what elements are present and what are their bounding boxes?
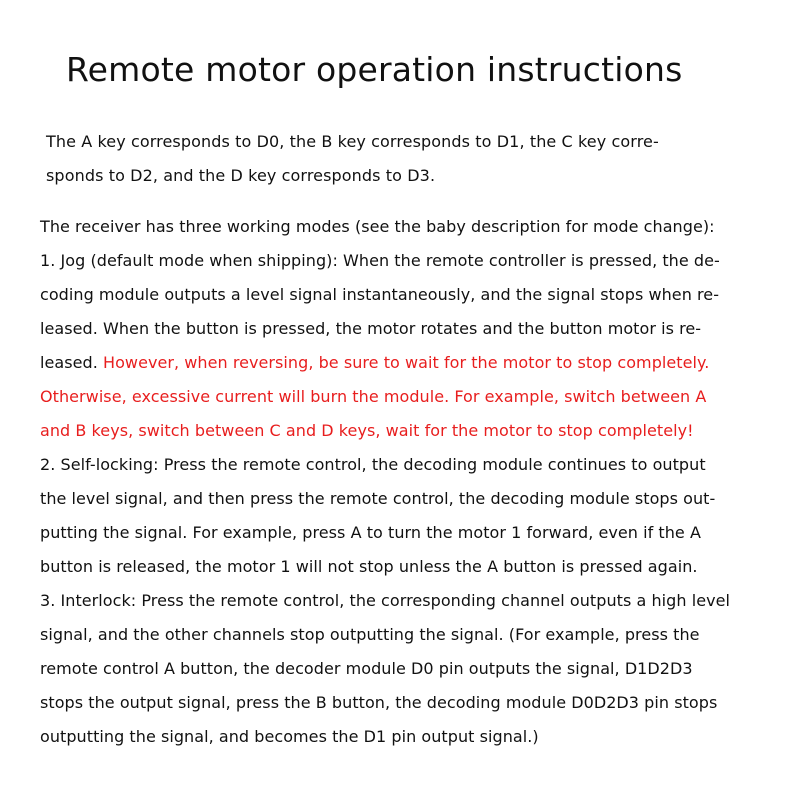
key-mapping-paragraph <box>46 125 736 193</box>
interlock-line-1: 3. Interlock: Press the remote control, the corresponding channel outputs a high level <box>40 591 731 610</box>
modes-intro-line: The receiver has three working modes (see the baby description for mode change): <box>40 217 715 236</box>
self-locking-line-1: 2. Self-locking: Press the remote control, the decoding module continues to output <box>40 455 706 474</box>
jog-mode-line-4 <box>40 346 762 380</box>
interlock-line-5: outputting the signal, and becomes the D1 pin output signal.) <box>40 727 539 746</box>
self-locking-line-3: putting the signal. For example, press A to turn the motor 1 forward, even if the A <box>40 523 701 542</box>
intro-line-1: The A key corresponds to D0, the B key corresponds to D1, the C key corre- <box>46 132 659 151</box>
page-title: Remote motor operation instructions <box>66 50 683 89</box>
jog-mode-line-3: leased. When the button is pressed, the motor rotates and the button motor is re- <box>40 319 702 338</box>
jog-mode-line-2: coding module outputs a level signal instantaneously, and the signal stops when re- <box>40 285 720 304</box>
jog-mode-text: leased. <box>40 353 104 372</box>
interlock-line-4: stops the output signal, press the B button, the decoding module D0D2D3 pin stops <box>40 693 718 712</box>
interlock-line-3: remote control A button, the decoder module D0 pin outputs the signal, D1D2D3 <box>40 659 693 678</box>
working-modes-section <box>40 210 762 754</box>
self-locking-line-4: button is released, the motor 1 will not stop unless the A button is pressed again. <box>40 557 698 576</box>
reversing-warning-line-2: Otherwise, excessive current will burn the module. For example, switch between A <box>40 387 707 406</box>
reversing-warning-line-3: and B keys, switch between C and D keys, wait for the motor to stop completely! <box>40 421 694 440</box>
reversing-warning-start: However, when reversing, be sure to wait for the motor to stop completely. <box>103 353 710 372</box>
interlock-line-2: signal, and the other channels stop outputting the signal. (For example, press the <box>40 625 700 644</box>
intro-line-2: sponds to D2, and the D key corresponds to D3. <box>46 166 436 185</box>
jog-mode-line-1: 1. Jog (default mode when shipping): When the remote controller is pressed, the de- <box>40 251 720 270</box>
self-locking-line-2: the level signal, and then press the remote control, the decoding module stops out- <box>40 489 716 508</box>
